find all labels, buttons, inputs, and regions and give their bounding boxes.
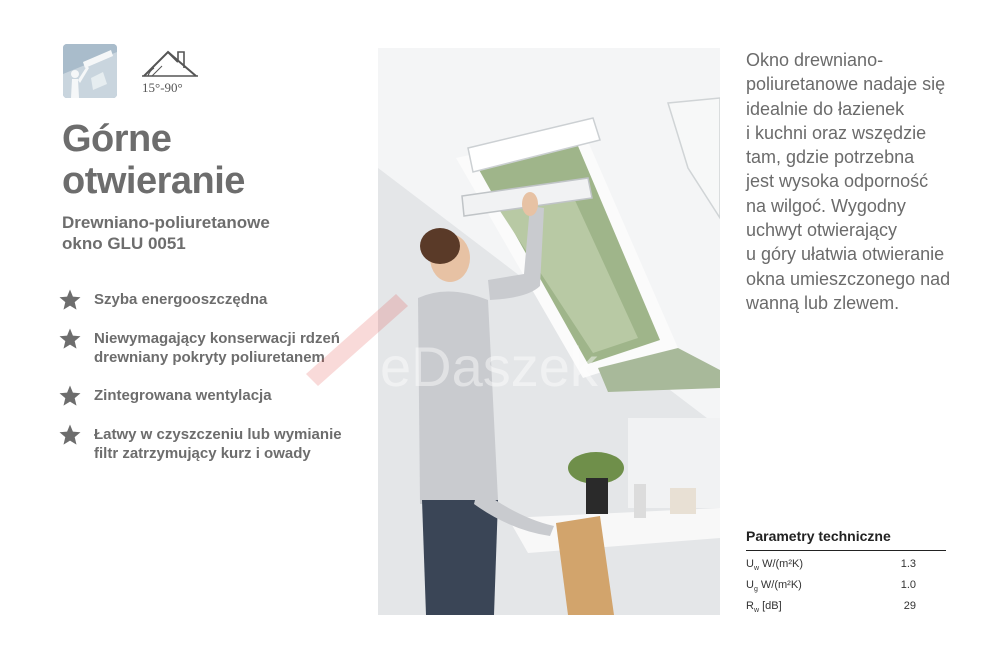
watermark-mark: [300, 270, 420, 390]
feature-text: Niewymagający konserwacji rdzeń drewniany pokryty poliuretanem: [94, 330, 340, 366]
technical-parameters: [746, 528, 946, 614]
param-value: 1.3: [900, 558, 916, 570]
product-subtitle: [62, 212, 270, 254]
params-title: Parametry techniczne: [746, 528, 946, 551]
title-line-2: otwieranie: [62, 160, 245, 202]
param-row: [746, 593, 946, 614]
product-photo: [378, 48, 720, 615]
param-row: [746, 572, 946, 593]
feature-text: Szyba energooszczędna: [94, 291, 268, 308]
param-value: 29: [903, 600, 916, 612]
roof-pitch-icon: [140, 44, 200, 80]
title-line-1: Górne: [62, 118, 172, 160]
subtitle-line-2: okno GLU 0051: [62, 234, 186, 253]
page-title: [62, 118, 245, 202]
star-icon: [58, 288, 82, 312]
star-icon: [58, 423, 82, 447]
roof-pitch-range: 15°-90°: [142, 80, 183, 95]
feature-text: Zintegrowana wentylacja: [94, 387, 272, 404]
param-value: 1.0: [900, 579, 916, 591]
param-label: $U_w$ W/(m²K): [746, 558, 803, 573]
param-label: $U_g$ W/(m²K): [746, 579, 802, 594]
star-icon: [58, 327, 82, 351]
feature-item: [58, 425, 368, 463]
feature-text: Łatwy w czyszczeniu lub wymianie filtr zatrzymujący kurz i owady: [94, 426, 342, 462]
param-row: [746, 551, 946, 572]
param-label: $R_w$ [dB]: [746, 600, 782, 615]
person-opening-skylight-icon: [63, 44, 117, 98]
star-icon: [58, 384, 82, 408]
subtitle-line-1: Drewniano-poliuretanowe: [62, 213, 270, 232]
product-description: Okno drewniano- poliuretanowe nadaje się idealnie do łazienek i kuchni oraz wszędzie tam, gdzie potrzebna jest wysoka odporność na wilgoć. Wygodny uchwyt otwierający u góry ułatwia otwieranie okna umieszczonego nad wanną lub zlewem.: [746, 50, 951, 313]
watermark-text: eDaszek: [380, 335, 598, 398]
